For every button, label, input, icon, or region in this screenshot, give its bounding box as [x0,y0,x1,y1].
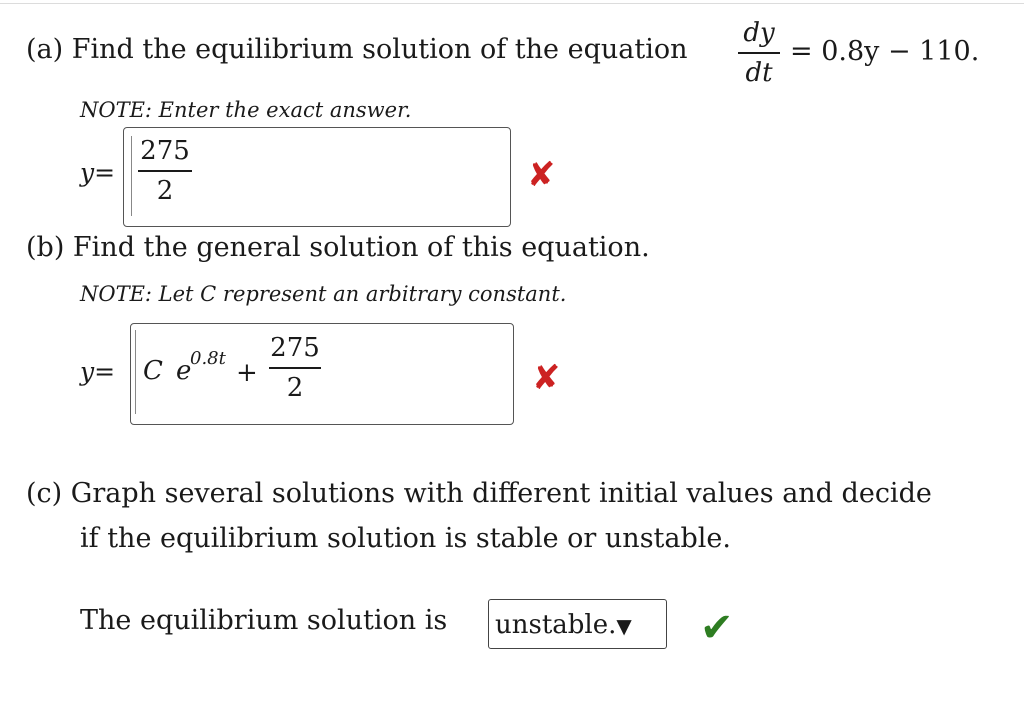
exponential-base: e [176,356,192,386]
plus-sign: + [236,358,258,388]
part-a-answer-field[interactable] [123,127,511,227]
dropdown-arrow-icon: ▼ [616,614,632,638]
stability-dropdown[interactable] [488,599,667,649]
part-b-numerator: 275 [270,333,320,363]
part-b-note: NOTE: Let C represent an arbitrary constant. [80,282,567,306]
part-a-prompt: (a) Find the equilibrium solution of the equation [26,34,688,65]
part-b-question: (b) Find the general solution of this equation. [26,232,650,263]
derivative-fraction [735,18,783,88]
fraction-bar [138,170,192,172]
fraction-bar [738,52,780,54]
top-divider [0,3,1024,4]
part-c-label: The equilibrium solution is [80,605,448,636]
cursor-line [135,330,136,414]
part-a-question [26,34,688,65]
part-a-y-label: y= [80,158,116,187]
part-a-numerator: 275 [140,136,190,166]
constant-c: C [143,356,163,386]
exponent: 0.8t [190,348,226,369]
part-b-answer-fraction [267,331,323,405]
dropdown-selected-value: unstable. [495,610,617,640]
cross-icon: ✘ [527,155,556,195]
fraction-bar [269,367,321,369]
cross-icon: ✘ [532,358,561,398]
part-a-denominator: 2 [156,175,174,206]
cursor-line [131,136,132,216]
derivative-denominator: dt [745,57,773,88]
part-c-question-line2: if the equilibrium solution is stable or unstable. [80,523,731,554]
equation-rhs: = 0.8y − 110. [790,36,980,67]
part-c-question-line1: (c) Graph several solutions with different initial values and decide [26,478,932,509]
part-b-answer-field[interactable] [130,323,514,425]
derivative-numerator: dy [743,18,775,48]
part-b-y-label: y= [80,357,116,386]
part-a-note: NOTE: Enter the exact answer. [80,98,412,122]
part-a-answer-fraction [136,134,194,208]
check-icon: ✔ [700,605,734,651]
part-b-denominator: 2 [286,372,304,403]
